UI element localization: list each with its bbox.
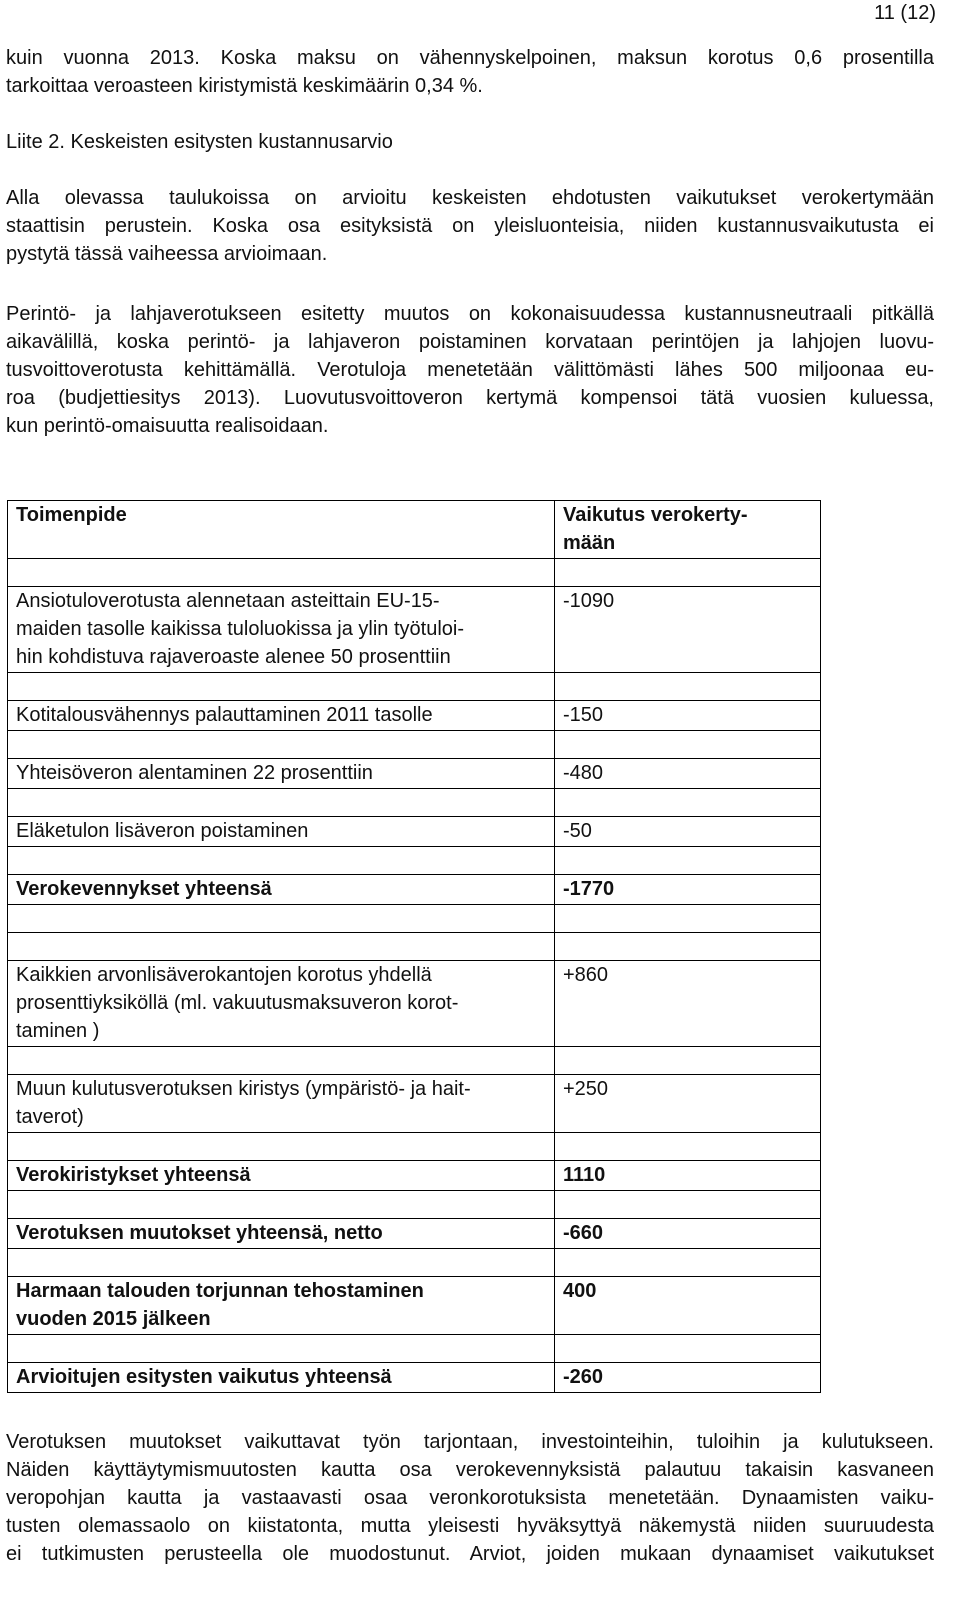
- text-line: pystytä tässä vaiheessa arvioimaan.: [6, 243, 328, 265]
- spacer-row: [8, 1133, 821, 1161]
- row-impact: -660: [555, 1219, 821, 1249]
- spacer-row: [8, 731, 821, 759]
- intro-paragraph: [6, 44, 934, 100]
- cost-estimate-table: [7, 500, 821, 1393]
- paragraph-table-intro: [6, 184, 934, 268]
- row-measure: Verotuksen muutokset yhteensä, netto: [8, 1219, 555, 1249]
- header-impact: Vaikutus verokerty- mään: [555, 501, 821, 559]
- row-measure: Arvioitujen esitysten vaikutus yhteensä: [8, 1363, 555, 1393]
- paragraph-inheritance-tax: [6, 300, 934, 440]
- row-impact: -150: [555, 701, 821, 731]
- table-row: [8, 1161, 821, 1191]
- spacer-row: [8, 1191, 821, 1219]
- table-row: [8, 961, 821, 1047]
- table-row: [8, 701, 821, 731]
- text-line: aikavälillä, koska perintö- ja lahjaveron poistaminen korvataan perintöjen ja lahjojen luovu-: [6, 331, 934, 353]
- spacer-row: [8, 905, 821, 933]
- table-row: [8, 875, 821, 905]
- text-line: kun perintö-omaisuutta realisoidaan.: [6, 415, 329, 437]
- row-impact: -260: [555, 1363, 821, 1393]
- row-impact: 400: [555, 1277, 821, 1335]
- row-measure: Verokevennykset yhteensä: [8, 875, 555, 905]
- text-line: ei tutkimusten perusteella ole muodostunut. Arviot, joiden mukaan dynaamiset vaikutukset: [6, 1543, 934, 1565]
- text-line: staattisin perustein. Koska osa esityksistä on yleisluonteisia, niiden kustannusvaikutusta ei: [6, 215, 934, 237]
- spacer-row: [8, 933, 821, 961]
- row-impact: -1090: [555, 587, 821, 673]
- table-row: [8, 1277, 821, 1335]
- row-impact: +860: [555, 961, 821, 1047]
- header-measure: Toimenpide: [8, 501, 555, 559]
- spacer-row: [8, 673, 821, 701]
- row-measure: Kaikkien arvonlisäverokantojen korotus yhdellä prosenttiyksiköllä (ml. vakuutusmaksuveron korot- taminen ): [8, 961, 555, 1047]
- row-impact: -480: [555, 759, 821, 789]
- spacer-row: [8, 1249, 821, 1277]
- row-measure: Verokiristykset yhteensä: [8, 1161, 555, 1191]
- table-row: [8, 1219, 821, 1249]
- spacer-row: [8, 559, 821, 587]
- text-line: roa (budjettiesitys 2013). Luovutusvoittoveron kertymä kompensoi tätä vuosien kuluessa,: [6, 387, 934, 409]
- paragraph-dynamic-effects: [6, 1428, 934, 1568]
- table-row: [8, 1363, 821, 1393]
- appendix-title: Liite 2. Keskeisten esitysten kustannusarvio: [6, 131, 393, 153]
- row-measure: Kotitalousvähennys palauttaminen 2011 tasolle: [8, 701, 555, 731]
- row-measure: Harmaan talouden torjunnan tehostaminen vuoden 2015 jälkeen: [8, 1277, 555, 1335]
- table-header-row: [8, 501, 821, 559]
- text-line: Näiden käyttäytymismuutosten kautta osa verokevennyksistä palautuu takaisin kasvaneen: [6, 1459, 934, 1481]
- spacer-row: [8, 847, 821, 875]
- text-line: tusten olemassaolo on kiistatonta, mutta yleisesti hyväksyttyä näkemystä niiden suuruudesta: [6, 1515, 934, 1537]
- text-line: kuin vuonna 2013. Koska maksu on vähennyskelpoinen, maksun korotus 0,6 prosentilla: [6, 47, 934, 69]
- row-measure: Ansiotuloverotusta alennetaan asteittain EU-15- maiden tasolle kaikissa tuloluokissa ja ylin työtuloi- hin kohdistuva rajaveroaste alenee 50 prosenttiin: [8, 587, 555, 673]
- row-impact: -1770: [555, 875, 821, 905]
- text-line: Verotuksen muutokset vaikuttavat työn tarjontaan, investointeihin, tuloihin ja kulutukseen.: [6, 1431, 934, 1453]
- table-row: [8, 587, 821, 673]
- row-impact: +250: [555, 1075, 821, 1133]
- table-row: [8, 1075, 821, 1133]
- row-impact: -50: [555, 817, 821, 847]
- row-measure: Eläketulon lisäveron poistaminen: [8, 817, 555, 847]
- table-row: [8, 759, 821, 789]
- spacer-row: [8, 1047, 821, 1075]
- text-line: Alla olevassa taulukoissa on arvioitu keskeisten ehdotusten vaikutukset verokertymään: [6, 187, 934, 209]
- table-row: [8, 817, 821, 847]
- text-line: veropohjan kautta ja vastaavasti osaa veronkorotuksista menetetään. Dynaamisten vaiku-: [6, 1487, 934, 1509]
- text-line: tarkoittaa veroasteen kiristymistä keskimäärin 0,34 %.: [6, 75, 483, 97]
- spacer-row: [8, 1335, 821, 1363]
- row-impact: 1110: [555, 1161, 821, 1191]
- text-line: tusvoittoverotusta kehittämällä. Verotuloja menetetään välittömästi lähes 500 miljoonaa eu-: [6, 359, 934, 381]
- row-measure: Yhteisöveron alentaminen 22 prosenttiin: [8, 759, 555, 789]
- text-line: Perintö- ja lahjaverotukseen esitetty muutos on kokonaisuudessa kustannusneutraali pitkällä: [6, 303, 934, 325]
- row-measure: Muun kulutusverotuksen kiristys (ympäristö- ja hait- taverot): [8, 1075, 555, 1133]
- spacer-row: [8, 789, 821, 817]
- page-number: 11 (12): [874, 2, 936, 24]
